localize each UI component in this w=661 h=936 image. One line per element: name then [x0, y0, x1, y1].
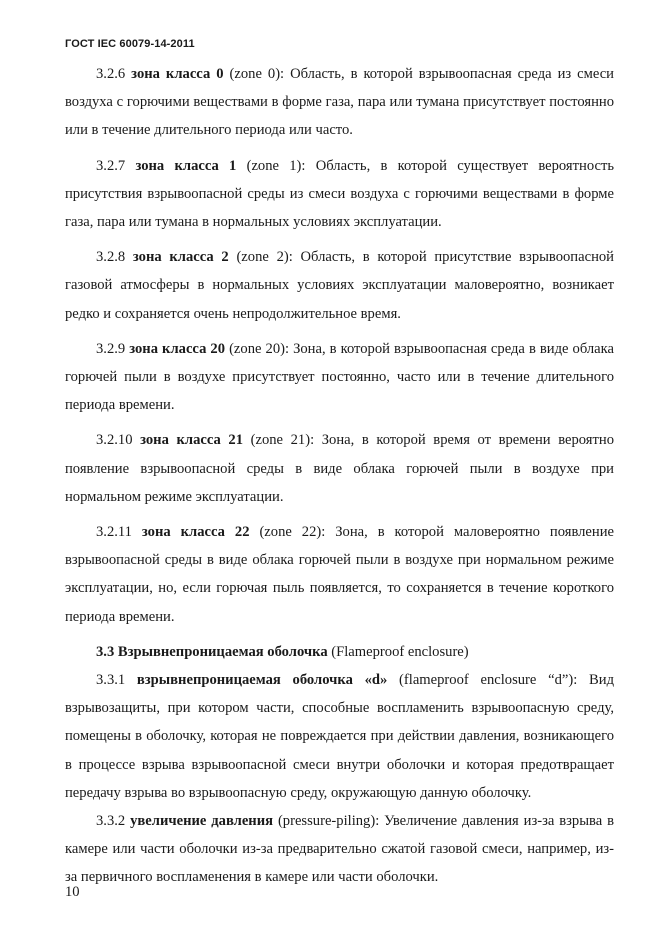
clause-3-2-6	[65, 60, 614, 145]
section-title: Взрывнепроницаемая оболочка	[117, 643, 328, 660]
clause-number: 3.3.1	[96, 672, 126, 689]
document-body	[65, 60, 614, 892]
clause-text: (zone 22): Зона, в которой маловероятно появление взрывоопасной среды в виде облака горючей пыли в воздухе при нормальном режиме эксплуатации, но, если горючая пыль появляется, то сохраняется в течение короткого периода времени.	[65, 524, 614, 625]
clause-3-2-10	[65, 426, 614, 511]
clause-number: 3.2.9	[96, 340, 126, 357]
clause-3-2-9	[65, 335, 614, 420]
section-3-3-heading	[65, 638, 614, 666]
clause-number: 3.3.2	[96, 813, 126, 830]
clause-3-3-2	[65, 807, 614, 892]
clause-text: (flameproof enclosure “d”): Вид взрывозащиты, при котором части, способные воспламенить взрывоопасную среду, помещены в оболочку, которая не повреждается при действии давления, возникающего в процессе взрыва взрывоопасной смеси внутри оболочки и которая предотвращает передачу взрыва во взрывоопасную среду, окружающую данную оболочку.	[65, 672, 614, 801]
clause-term: взрывнепроницаемая оболочка «d»	[136, 672, 388, 689]
clause-term: зона класса 21	[140, 432, 243, 449]
clause-text: (zone 20): Зона, в которой взрывоопасная среда в виде облака горючей пыли в воздухе присутствует постоянно, часто или в течение длительного периода времени.	[65, 340, 614, 414]
clause-3-3-1	[65, 666, 614, 807]
clause-term: зона класса 1	[135, 157, 237, 174]
clause-number: 3.2.10	[96, 432, 133, 449]
document-header: ГОСТ IEC 60079-14-2011	[65, 38, 195, 50]
clause-3-2-8	[65, 243, 614, 328]
clause-3-2-7	[65, 152, 614, 237]
page-number: 10	[65, 884, 80, 900]
clause-text: (zone 1): Область, в которой существует вероятность присутствия взрывоопасной среды из смеси воздуха с горючими веществами в форме газа, пара или тумана в нормальных условиях эксплуатации.	[65, 157, 614, 231]
clause-number: 3.2.7	[96, 157, 126, 174]
clause-number: 3.2.11	[96, 524, 132, 541]
clause-text: (zone 21): Зона, в которой время от времени вероятно появление взрывоопасной среды в виде облака горючей пыли в воздухе при нормальном режиме эксплуатации.	[65, 432, 614, 505]
clause-term: увеличение давления	[130, 813, 274, 830]
clause-text: (zone 2): Область, в которой присутствие взрывоопасной газовой атмосферы в нормальных условиях эксплуатации маловероятно, возникает редко и сохраняется очень непродолжительное время.	[65, 249, 614, 322]
clause-number: 3.2.8	[96, 249, 126, 266]
section-title-english: (Flameproof enclosure)	[327, 643, 469, 660]
clause-3-2-11	[65, 518, 614, 631]
clause-term: зона класса 2	[132, 249, 229, 266]
section-number: 3.3	[96, 643, 115, 660]
clause-number: 3.2.6	[96, 66, 126, 82]
clause-text: (pressure-piling): Увеличение давления из-за взрыва в камере или части оболочки из-за предварительно сжатой газовой смеси, например, из-за первичного воспламенения в камере или части оболочки.	[65, 813, 614, 886]
clause-term: зона класса 22	[141, 524, 250, 541]
clause-text: (zone 0): Область, в которой взрывоопасная среда из смеси воздуха с горючими веществами в форме газа, пара или тумана присутствует постоянно или в течение длительного периода или часто.	[65, 66, 614, 139]
clause-term: зона класса 0	[131, 66, 224, 82]
clause-term: зона класса 20	[129, 340, 226, 357]
